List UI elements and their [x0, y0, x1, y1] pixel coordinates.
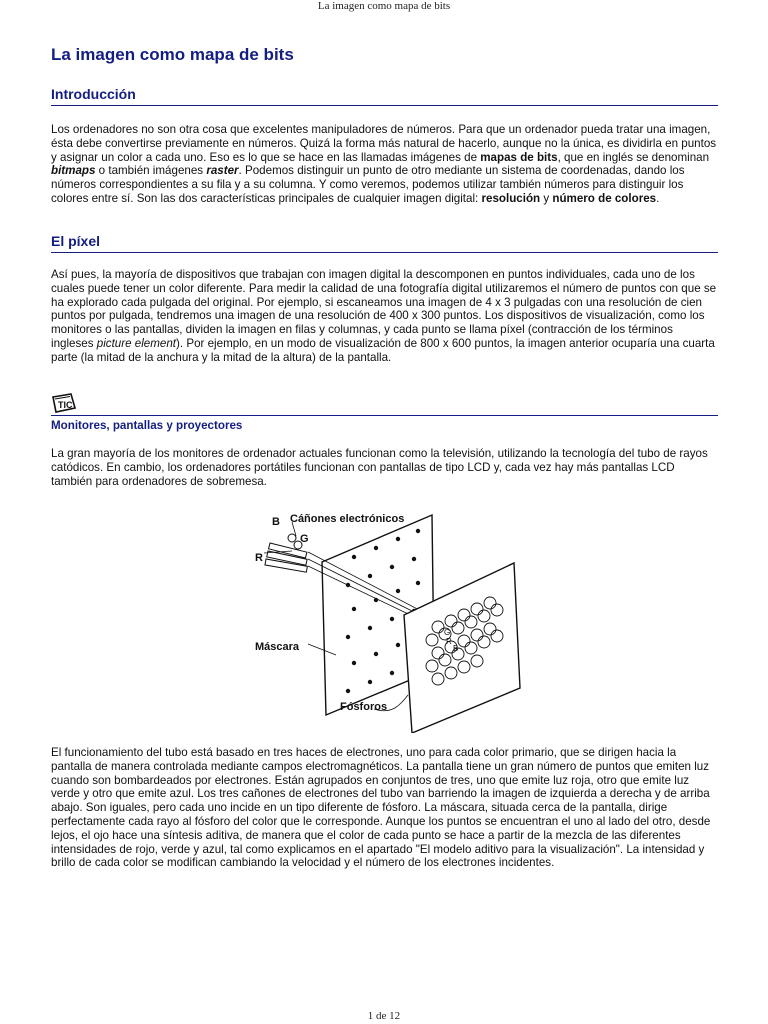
monitores-paragraph-2: El funcionamiento del tubo está basado en tres haces de electrones, uno para cada color primario, que se dirigen hacia la pantalla de manera controlada mediante campos electromagnéticos. La pantalla tiene un gran número de puntos que emiten luz cuando son bombardeados por electrones. Están agrupados en conjuntos de tres, uno que emite luz roja, otro que emite luz verde y otro que emite azul. Los tres cañones de electrones del tubo van barriendo la imagen de izquierda a derecha y de arriba abajo. Son iguales, pero cada uno incide en un tipo diferente de fósforo. La máscara, situada cerca de la pantalla, dirige perfectamente cada rayo al fósforo del color que le corresponde. Aunque los puntos se encuentran el uno al lado del otro, desde lejos, el ojo hace una síntesis aditiva, de manera que el color de cada punto se hace a partir de la mezcla de las diferentes intensidades de rojo, verde y azul, tal como explicamos en el apartado "El modelo aditivo para la visualización". La intensidad y brillo de cada color se modifican cambiando la velocidad y el número de los electrones incidentes.: [51, 746, 711, 870]
label-mascara: Máscara: [255, 641, 300, 653]
intro-text-2: , que en inglés se denominan: [557, 150, 710, 164]
page-title: La imagen como mapa de bits: [51, 45, 294, 64]
phosphor-b-label: B: [453, 644, 459, 653]
intro-text-6: .: [656, 191, 660, 205]
intro-text-1: Los ordenadores no son otra cosa que excelentes manipuladores de números. Para que un ordenador pueda tratar una imagen, ésta debe convertirse previamente en números. Quizá la forma más natural de hacerlo, aunque no la única, es dividirla en puntos y asignar un color a cada uno. Eso es lo que se hace en las llamadas imágenes de: [51, 123, 717, 164]
subsection-heading-monitores: Monitores, pantallas y proyectores: [51, 419, 243, 432]
intro-text-4: . Podemos distinguir un punto de otro mediante un sistema de coordenadas, dando los números correspondientes a su fila y a su columna. Y como veremos, podemos utilizar también números para distinguir los colores entre sí. Son las dos características principales de cualquier imagen digital:: [51, 164, 685, 205]
label-canones-electronicos: Cáñones electrónicos: [290, 513, 405, 525]
label-fosforos: Fósforos: [340, 701, 388, 713]
label-g: G: [300, 533, 309, 545]
monitores-paragraph-1: La gran mayoría de los monitores de ordenador actuales funcionan como la televisión, utilizando la tecnología del tubo de rayos catódicos. En cambio, los ordenadores portátiles funcionan con pantallas de tipo LCD y, cada vez hay más pantallas LCD también para ordenadores de sobremesa.: [51, 447, 708, 488]
pixel-text-1: Así pues, la mayoría de dispositivos que trabajan con imagen digital la descomponen en puntos individuales, cada uno de los cuales puede tener un color diferente. Para medir la calidad de una fotografía digital utilizaremos el número de puntos con que se ha explorado cada pulgada del original. Por ejemplo, si escaneamos una imagen de 4 x 3 pulgadas con una resolución de cien puntos por pulgada, tendremos una imagen de una resolución de 400 x 300 puntos. Los dispositivos de visualización, como los monitores o las pantallas, dividen la imagen en filas y columnas, y cada punto se llama píxel (contracción de los términos ingleses: [51, 268, 717, 350]
running-header: La imagen como mapa de bits: [317, 0, 451, 12]
term-resolucion: resolución: [481, 191, 541, 205]
term-raster: raster: [206, 164, 239, 178]
intro-text-3: o también imágenes: [95, 164, 207, 178]
phosphor-r-label: R: [446, 637, 452, 646]
pixel-paragraph: [51, 268, 718, 365]
phosphor-g-label: G: [444, 628, 451, 637]
term-numero-de-colores: número de colores: [552, 191, 657, 205]
page-number: 1 de 12: [367, 1010, 401, 1022]
term-mapas-de-bits: mapas de bits: [480, 150, 558, 164]
intro-paragraph: [51, 123, 718, 206]
label-r: R: [255, 552, 263, 564]
term-picture-element: picture element: [96, 336, 177, 350]
crt-diagram: [252, 505, 532, 733]
section-heading-el-pixel: El píxel: [51, 233, 718, 253]
section-heading-introduccion: Introducción: [51, 86, 718, 106]
intro-text-5: y: [540, 191, 553, 205]
pixel-text-2: ). Por ejemplo, en un modo de visualización de 800 x 600 puntos, la imagen anterior ocuparía una cuarta parte (la mitad de la anchura y la mitad de la altura) de la pantalla.: [51, 336, 715, 364]
label-b: B: [272, 516, 280, 528]
term-bitmaps: bitmaps: [51, 164, 96, 178]
section-divider: [51, 415, 718, 416]
tic-icon: [51, 393, 77, 413]
tic-icon-text: TIC: [58, 400, 73, 410]
